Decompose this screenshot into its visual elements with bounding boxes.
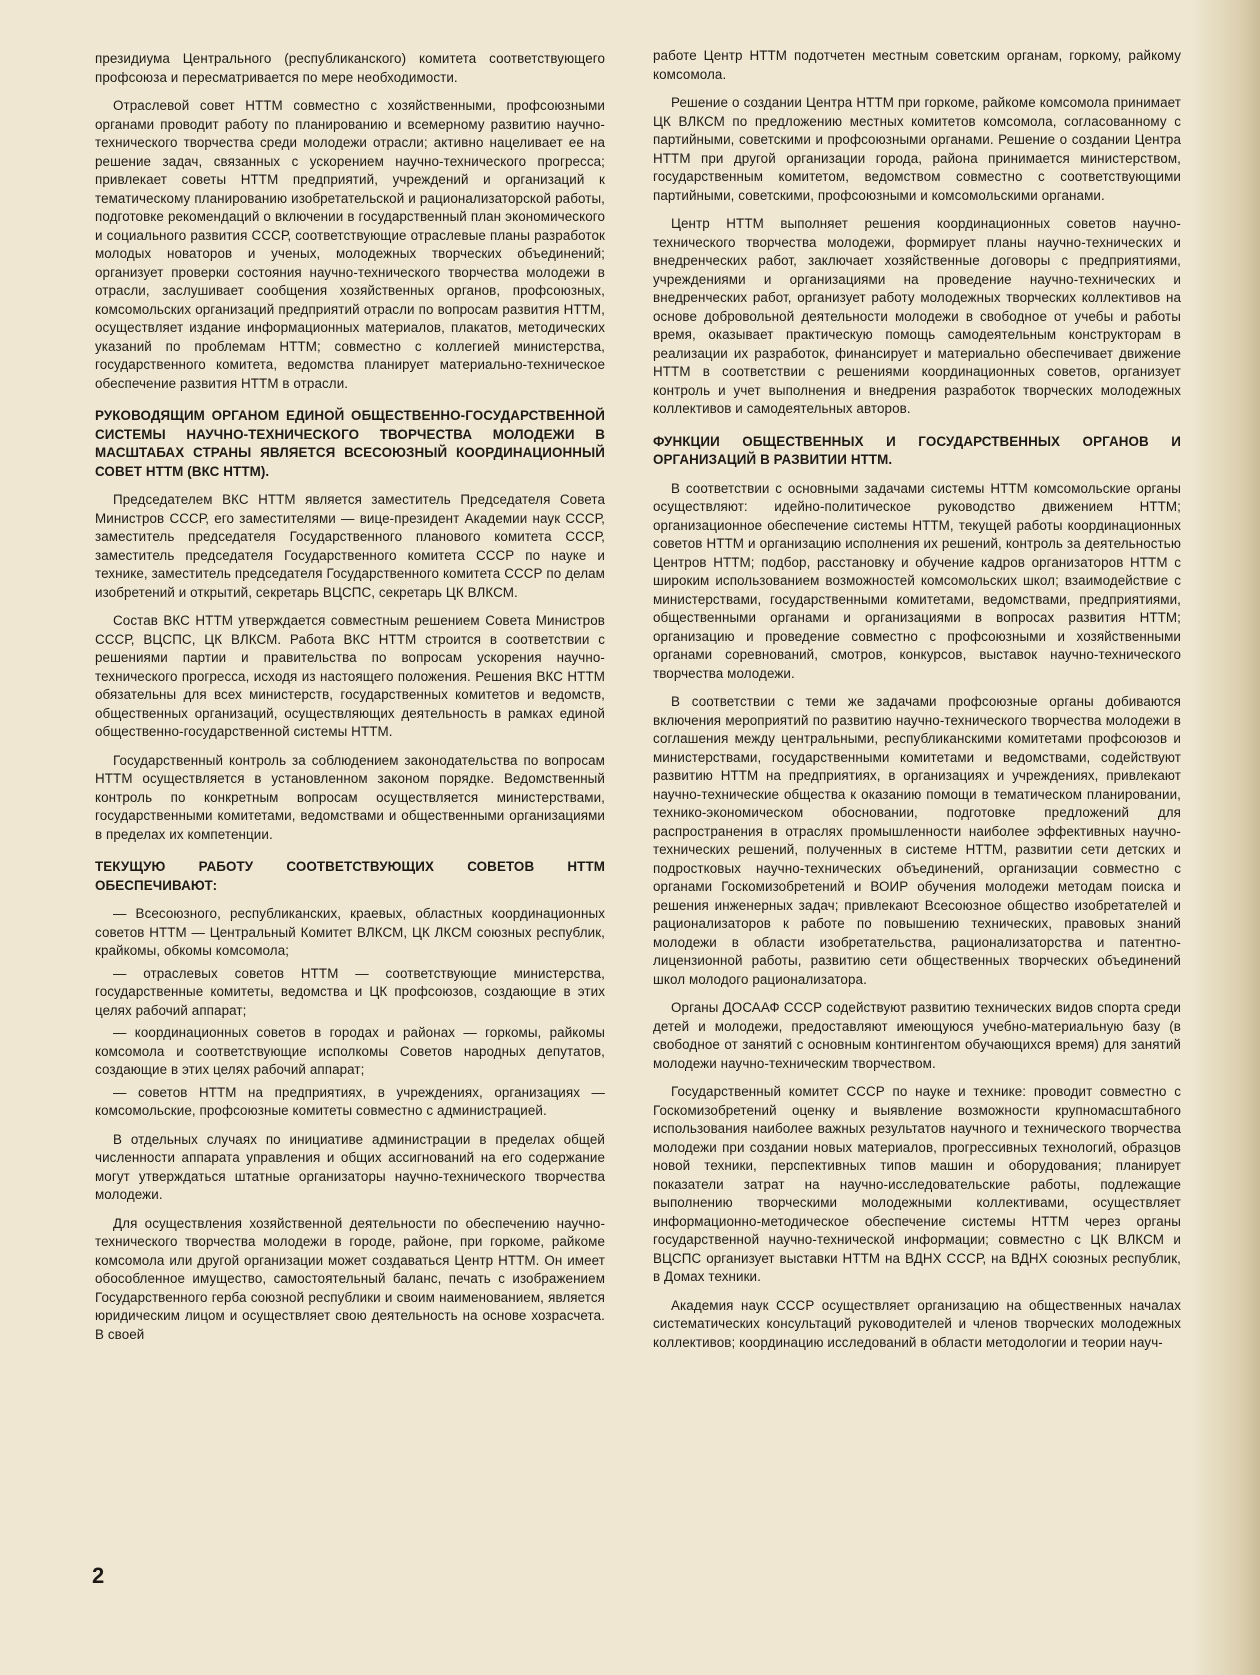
left-heading-2: ТЕКУЩУЮ РАБОТУ СООТВЕТСТВУЮЩИХ СОВЕТОВ НТТМ ОБЕСПЕЧИВАЮТ: (95, 859, 605, 893)
left-list-item-3: — координационных советов в городах и районах — горкомы, райкомы комсомола и соответствующие исполкомы Советов народных депутатов, создающие в этих целях рабочий аппарат; (95, 1025, 605, 1077)
right-heading-1: ФУНКЦИИ ОБЩЕСТВЕННЫХ И ГОСУДАРСТВЕННЫХ ОРГАНОВ И ОРГАНИЗАЦИЙ В РАЗВИТИИ НТТМ. (653, 433, 1181, 467)
left-paragraph-3: Председателем ВКС НТТМ является заместитель Председателя Совета Министров СССР, его заместителями — вице-президент Академии наук СССР, заместитель председателя Государственного планового комитета СССР, заместитель председателя Государственного комитета СССР по науке и технике, заместитель председателя Государственного комитета СССР по делам изобретений и открытий, секретарь ВЦСПС, секретарь ЦК ВЛКСМ. (95, 492, 605, 600)
left-column (95, 50, 605, 1354)
left-paragraph-6: В отдельных случаях по инициативе администрации в пределах общей численности аппарата управления и общих ассигнований на его содержание могут утверждаться штатные организаторы научно-технического творчества молодежи. (95, 1131, 605, 1202)
right-column (653, 47, 1181, 1362)
left-paragraph-4: Состав ВКС НТТМ утверждается совместным решением Совета Министров СССР, ВЦСПС, ЦК ВЛКСМ. Работа ВКС НТТМ строится в соответствии с решениями партии и правительства по вопросам ускорения научно-технического прогресса, исходя из настоящего положения. Решения ВКС НТТМ обязательны для всех министерств, государственных комитетов и ведомств, общественных организаций, осуществляющих деятельность в рамках единой общественно-государственной системы НТТМ. (95, 613, 605, 739)
right-paragraph-5: В соответствии с теми же задачами профсоюзные органы добиваются включения мероприятий по развитию научно-технического творчества молодежи в соглашения между центральными, республиканскими комитетами профсоюзов и министерствами, государственными комитетами и ведомствами, содействуют развитию НТТМ на предприятиях, в организациях и учреждениях, привлекают научно-технические общества к оказанию помощи в тематическом планировании, технико-экономическом обосновании, подготовке предложений для распространения в отраслях промышленности наиболее эффективных научно-технических решений, полученных в системе НТТМ, развитии сети детских и подростковых научно-технических объединений, организации совместно с органами Госкомизобретений и ВОИР обучения молодежи методам поиска и решения инженерных задач; привлекают Всесоюзное общество изобретателей и рационализаторов к работе по повышению технических, правовых знаний молодежи в области изобретательства, рационализаторства и патентно-лицензионной работы, развитию сети общественных творческих объединений школ молодого рационализатора. (653, 694, 1181, 987)
right-paragraph-6: Органы ДОСААФ СССР содействуют развитию технических видов спорта среди детей и молодежи, предоставляют имеющуюся учебно-материальную базу (в свободное от занятий с основным контингентом обучающихся время) для занятий молодежи научно-техническим творчеством. (653, 1000, 1181, 1071)
left-paragraph-2: Отраслевой совет НТТМ совместно с хозяйственными, профсоюзными органами проводит работу по планированию и всемерному развитию научно-технического творчества среди молодежи отрасли; активно нацеливает ее на решение задач, связанных с ускорением научно-технического прогресса; привлекает советы НТТМ предприятий, учреждений и организаций к тематическому планированию изобретательской и рационализаторской работы, подготовке рекомендаций о включении в государственный план экономического и социального развития СССР, соответствующие отраслевые планы разработок молодых новаторов и ученых, молодежных творческих объединений; организует проверки состояния научно-технического творчества молодежи в отрасли, заслушивает сообщения хозяйственных органов, профсоюзных, комсомольских организаций предприятий отрасли по вопросам развития НТТМ, осуществляет издание информационных материалов, плакатов, методических указаний по проблемам НТТМ; совместно с коллегией министерства, государственного комитета, ведомства планирует материально-техническое обеспечение развития НТТМ в отрасли. (95, 98, 605, 391)
left-list-item-4: — советов НТТМ на предприятиях, в учреждениях, организациях — комсомольские, профсоюзные комитеты совместно с администрацией. (95, 1084, 605, 1118)
left-list-item-1: — Всесоюзного, республиканских, краевых, областных координационных советов НТТМ — Центральный Комитет ВЛКСМ, ЦК ЛКСМ союзных республик, крайкомы, обкомы комсомола; (95, 906, 605, 958)
left-paragraph-7: Для осуществления хозяйственной деятельности по обеспечению научно-технического творчества молодежи в городе, районе, при горкоме, райкоме комсомола или другой организации может создаваться Центр НТТМ. Он имеет обособленное имущество, самостоятельный баланс, печать с изображением Государственного герба союзной республики и своим наименованием, является юридическим лицом и осуществляет свою деятельность на основе хозрасчета. В своей (95, 1215, 605, 1342)
right-paragraph-2: Решение о создании Центра НТТМ при горкоме, райкоме комсомола принимает ЦК ВЛКСМ по предложению местных комитетов комсомола, согласованному с партийными, советскими и профсоюзными органами. Решение о создании Центра НТТМ при другой организации города, района принимается министерством, государственным комитетом, ведомством совместно с соответствующими партийными, советскими, профсоюзными и комсомольскими органами. (653, 95, 1181, 203)
right-paragraph-1: работе Центр НТТМ подотчетен местным советским органам, горкому, райкому комсомола. (653, 48, 1181, 82)
page-number: 2 (92, 1563, 105, 1588)
left-paragraph-5: Государственный контроль за соблюдением законодательства по вопросам НТТМ осуществляется в установленном законом порядке. Ведомственный контроль по конкретным вопросам осуществляется министерствами, государственными комитетами, ведомствами и общественными организациями в пределах их компетенции. (95, 752, 605, 842)
right-paragraph-7: Государственный комитет СССР по науке и технике: проводит совместно с Госкомизобретений оценку и выявление возможности крупномасштабного использования наиболее важных результатов научного и технического творчества молодежи при создании новых материалов, прогрессивных технологий, образцов новой техники, перспективных типов машин и оборудования; планирует показатели затрат на научно-исследовательские работы, подлежащие выполнению творческими молодежными коллективами, осуществляет информационно-методическое обеспечение системы НТТМ через органы государственной научно-технической информации; совместно с ЦК ВЛКСМ и ВЦСПС организует выставки НТТМ на ВДНХ СССР, на ВДНХ союзных республик, в Домах техники. (653, 1084, 1181, 1284)
right-paragraph-8: Академия наук СССР осуществляет организацию на общественных началах систематических консультаций руководителей и членов творческих молодежных коллективов; координацию исследований в области методологии и теории науч- (653, 1297, 1181, 1350)
left-list-item-2: — отраслевых советов НТТМ — соответствующие министерства, государственные комитеты, ведомства и ЦК профсоюзов, создающие в этих целях рабочий аппарат; (95, 965, 605, 1018)
right-paragraph-3: Центр НТТМ выполняет решения координационных советов научно-технического творчества молодежи, формирует планы научно-технических и внедренческих работ, заключает хозяйственные договоры с предприятиями, учреждениями и организациями на проведение научно-технических и внедренческих работ, организует работу молодежных творческих коллективов на основе добровольной деятельности молодежи в свободное от учебы и работы время, оказывает практическую помощь самодеятельным конструкторам в реализации их разработок, финансирует и материально обеспечивает движение НТТМ в соответствии с решениями координационных советов, организует контроль и учет выполнения и внедрения разработок творческих молодежных коллективов и самодеятельных авторов. (653, 216, 1181, 416)
left-heading-1: РУКОВОДЯЩИМ ОРГАНОМ ЕДИНОЙ ОБЩЕСТВЕННО-ГОСУДАРСТВЕННОЙ СИСТЕМЫ НАУЧНО-ТЕХНИЧЕСКОГО ТВОРЧЕСТВА МОЛОДЕЖИ В МАСШТАБАХ СТРАНЫ ЯВЛЯЕТСЯ ВСЕСОЮЗНЫЙ КООРДИНАЦИОННЫЙ СОВЕТ НТТМ (ВКС НТТМ). (95, 408, 605, 479)
page-edge-shadow (1190, 0, 1260, 1675)
right-paragraph-4: В соответствии с основными задачами системы НТТМ комсомольские органы осуществляют: идейно-политическое руководство движением НТТМ; организационное обеспечение системы НТТМ, текущей работы координационных советов НТТМ и организацию исполнения их решений, контроль за деятельностью Центров НТТМ; подбор, расстановку и обучение кадров организаторов НТТМ с широким использованием возможностей комсомольских школ; взаимодействие с министерствами, государственными комитетами, ведомствами, предприятиями, общественными органами и организациями в вопросах развития НТТМ; организацию и проведение совместно с профсоюзными и хозяйственными органами соревнований, смотров, конкурсов, выставок научно-технического творчества молодежи. (653, 480, 1181, 681)
left-paragraph-1: президиума Центрального (республиканского) комитета соответствующего профсоюза и пересматривается по мере необходимости. (95, 51, 605, 85)
